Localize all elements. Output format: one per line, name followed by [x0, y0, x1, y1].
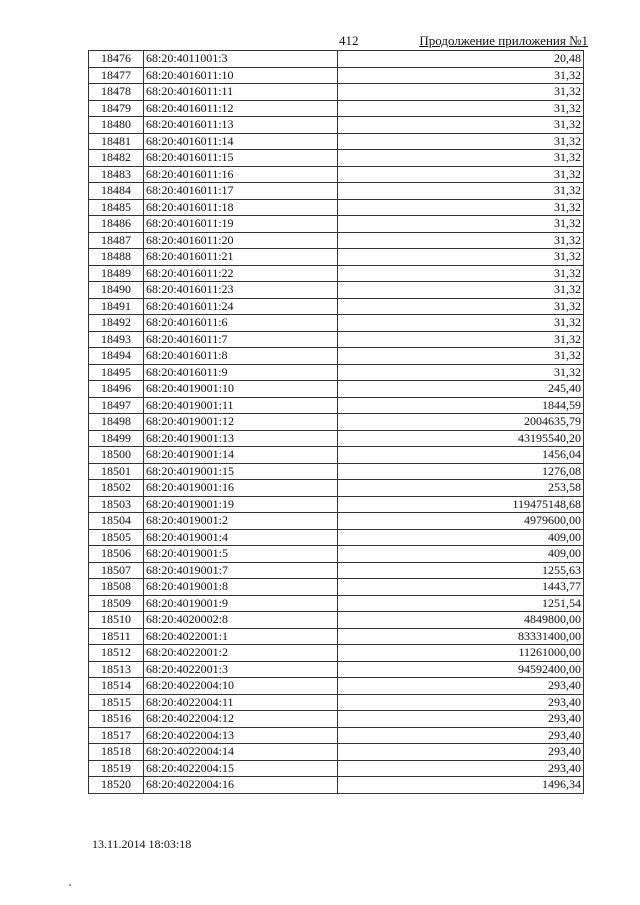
- row-number-cell: 18492: [89, 315, 144, 332]
- cadastral-number-cell: 68:20:4019001:16: [144, 480, 338, 497]
- cadastral-number-cell: 68:20:4019001:14: [144, 447, 338, 464]
- cadastral-number-cell: 68:20:4019001:13: [144, 430, 338, 447]
- row-number-cell: 18476: [89, 51, 144, 68]
- row-number-cell: 18515: [89, 694, 144, 711]
- table-row: [89, 133, 584, 150]
- value-cell: 31,32: [338, 84, 584, 101]
- table-row: [89, 678, 584, 695]
- row-number-cell: 18505: [89, 529, 144, 546]
- value-cell: 31,32: [338, 183, 584, 200]
- cadastral-number-cell: 68:20:4019001:19: [144, 496, 338, 513]
- cadastral-number-cell: 68:20:4011001:3: [144, 51, 338, 68]
- row-number-cell: 18508: [89, 579, 144, 596]
- row-number-cell: 18498: [89, 414, 144, 431]
- value-cell: 409,00: [338, 546, 584, 563]
- table-row: [89, 183, 584, 200]
- table-row: [89, 315, 584, 332]
- row-number-cell: 18512: [89, 645, 144, 662]
- row-number-cell: 18499: [89, 430, 144, 447]
- table-row: [89, 216, 584, 233]
- cadastral-number-cell: 68:20:4022004:11: [144, 694, 338, 711]
- cadastral-number-cell: 68:20:4019001:12: [144, 414, 338, 431]
- row-number-cell: 18504: [89, 513, 144, 530]
- value-cell: 31,32: [338, 364, 584, 381]
- cadastral-number-cell: 68:20:4016011:9: [144, 364, 338, 381]
- table-row: [89, 51, 584, 68]
- table-row: [89, 364, 584, 381]
- table-row: [89, 694, 584, 711]
- value-cell: 4849800,00: [338, 612, 584, 629]
- row-number-cell: 18517: [89, 727, 144, 744]
- cadastral-number-cell: 68:20:4019001:15: [144, 463, 338, 480]
- table-row: [89, 645, 584, 662]
- table-row: [89, 381, 584, 398]
- row-number-cell: 18484: [89, 183, 144, 200]
- table-row: [89, 546, 584, 563]
- row-number-cell: 18490: [89, 282, 144, 299]
- table-row: [89, 166, 584, 183]
- table-row: [89, 480, 584, 497]
- footer-timestamp: 13.11.2014 18:03:18: [92, 837, 192, 851]
- table-row: [89, 513, 584, 530]
- row-number-cell: 18477: [89, 67, 144, 84]
- cadastral-number-cell: 68:20:4019001:10: [144, 381, 338, 398]
- value-cell: 20,48: [338, 51, 584, 68]
- value-cell: 31,32: [338, 150, 584, 167]
- value-cell: 31,32: [338, 298, 584, 315]
- table-row: [89, 595, 584, 612]
- value-cell: 293,40: [338, 694, 584, 711]
- row-number-cell: 18491: [89, 298, 144, 315]
- table-row: [89, 298, 584, 315]
- row-number-cell: 18520: [89, 777, 144, 794]
- row-number-cell: 18495: [89, 364, 144, 381]
- value-cell: 1255,63: [338, 562, 584, 579]
- cadastral-number-cell: 68:20:4016011:20: [144, 232, 338, 249]
- table-row: [89, 414, 584, 431]
- cadastral-number-cell: 68:20:4019001:7: [144, 562, 338, 579]
- value-cell: 31,32: [338, 67, 584, 84]
- value-cell: 31,32: [338, 315, 584, 332]
- row-number-cell: 18511: [89, 628, 144, 645]
- table-row: [89, 117, 584, 134]
- value-cell: 31,32: [338, 249, 584, 266]
- value-cell: 119475148,68: [338, 496, 584, 513]
- row-number-cell: 18485: [89, 199, 144, 216]
- table-row: [89, 463, 584, 480]
- scan-speck: [69, 884, 71, 886]
- cadastral-number-cell: 68:20:4022004:10: [144, 678, 338, 695]
- cadastral-number-cell: 68:20:4022001:1: [144, 628, 338, 645]
- value-cell: 293,40: [338, 760, 584, 777]
- cadastral-number-cell: 68:20:4022004:14: [144, 744, 338, 761]
- row-number-cell: 18501: [89, 463, 144, 480]
- table-row: [89, 430, 584, 447]
- value-cell: 409,00: [338, 529, 584, 546]
- cadastral-number-cell: 68:20:4022001:2: [144, 645, 338, 662]
- value-cell: 31,32: [338, 117, 584, 134]
- table-row: [89, 562, 584, 579]
- value-cell: 31,32: [338, 216, 584, 233]
- value-cell: 31,32: [338, 166, 584, 183]
- row-number-cell: 18488: [89, 249, 144, 266]
- table-row: [89, 150, 584, 167]
- table-row: [89, 529, 584, 546]
- cadastral-number-cell: 68:20:4016011:11: [144, 84, 338, 101]
- cadastral-number-cell: 68:20:4022004:16: [144, 777, 338, 794]
- cadastral-number-cell: 68:20:4016011:12: [144, 100, 338, 117]
- row-number-cell: 18507: [89, 562, 144, 579]
- value-cell: 293,40: [338, 711, 584, 728]
- cadastral-number-cell: 68:20:4022004:15: [144, 760, 338, 777]
- cadastral-number-cell: 68:20:4016011:6: [144, 315, 338, 332]
- cadastral-number-cell: 68:20:4019001:8: [144, 579, 338, 596]
- value-cell: 31,32: [338, 133, 584, 150]
- value-cell: 83331400,00: [338, 628, 584, 645]
- table-body: [89, 51, 584, 794]
- row-number-cell: 18514: [89, 678, 144, 695]
- row-number-cell: 18502: [89, 480, 144, 497]
- value-cell: 293,40: [338, 744, 584, 761]
- table-row: [89, 331, 584, 348]
- table-row: [89, 711, 584, 728]
- table-row: [89, 67, 584, 84]
- cadastral-number-cell: 68:20:4016011:24: [144, 298, 338, 315]
- cadastral-number-cell: 68:20:4020002:8: [144, 612, 338, 629]
- table-row: [89, 496, 584, 513]
- row-number-cell: 18494: [89, 348, 144, 365]
- value-cell: 11261000,00: [338, 645, 584, 662]
- table-row: [89, 777, 584, 794]
- row-number-cell: 18509: [89, 595, 144, 612]
- row-number-cell: 18481: [89, 133, 144, 150]
- cadastral-number-cell: 68:20:4016011:14: [144, 133, 338, 150]
- table-row: [89, 760, 584, 777]
- row-number-cell: 18493: [89, 331, 144, 348]
- value-cell: 31,32: [338, 348, 584, 365]
- row-number-cell: 18496: [89, 381, 144, 398]
- row-number-cell: 18513: [89, 661, 144, 678]
- cadastral-number-cell: 68:20:4022004:12: [144, 711, 338, 728]
- table-row: [89, 84, 584, 101]
- value-cell: 1276,08: [338, 463, 584, 480]
- table-row: [89, 727, 584, 744]
- row-number-cell: 18489: [89, 265, 144, 282]
- cadastral-number-cell: 68:20:4022001:3: [144, 661, 338, 678]
- value-cell: 1844,59: [338, 397, 584, 414]
- cadastral-number-cell: 68:20:4016011:22: [144, 265, 338, 282]
- value-cell: 245,40: [338, 381, 584, 398]
- appendix-note: Продолжение приложения №1: [419, 33, 588, 48]
- cadastral-number-cell: 68:20:4016011:7: [144, 331, 338, 348]
- value-cell: 1251,54: [338, 595, 584, 612]
- row-number-cell: 18518: [89, 744, 144, 761]
- cadastral-number-cell: 68:20:4019001:9: [144, 595, 338, 612]
- table-row: [89, 100, 584, 117]
- row-number-cell: 18519: [89, 760, 144, 777]
- value-cell: 31,32: [338, 331, 584, 348]
- cadastral-number-cell: 68:20:4016011:8: [144, 348, 338, 365]
- cadastral-number-cell: 68:20:4019001:4: [144, 529, 338, 546]
- cadastral-number-cell: 68:20:4022004:13: [144, 727, 338, 744]
- value-cell: 4979600,00: [338, 513, 584, 530]
- cadastral-number-cell: 68:20:4019001:5: [144, 546, 338, 563]
- row-number-cell: 18506: [89, 546, 144, 563]
- value-cell: 31,32: [338, 232, 584, 249]
- row-number-cell: 18510: [89, 612, 144, 629]
- cadastral-number-cell: 68:20:4016011:19: [144, 216, 338, 233]
- page-header: [0, 33, 640, 49]
- table-row: [89, 661, 584, 678]
- row-number-cell: 18487: [89, 232, 144, 249]
- value-cell: 293,40: [338, 727, 584, 744]
- table-row: [89, 744, 584, 761]
- table-row: [89, 232, 584, 249]
- value-cell: 31,32: [338, 100, 584, 117]
- cadastral-number-cell: 68:20:4019001:11: [144, 397, 338, 414]
- page-number: 412: [339, 33, 359, 48]
- row-number-cell: 18483: [89, 166, 144, 183]
- row-number-cell: 18516: [89, 711, 144, 728]
- row-number-cell: 18497: [89, 397, 144, 414]
- table-row: [89, 282, 584, 299]
- cadastral-number-cell: 68:20:4016011:17: [144, 183, 338, 200]
- value-cell: 1456,04: [338, 447, 584, 464]
- cadastral-number-cell: 68:20:4016011:16: [144, 166, 338, 183]
- table-row: [89, 447, 584, 464]
- cadastral-number-cell: 68:20:4016011:21: [144, 249, 338, 266]
- value-cell: 43195540,20: [338, 430, 584, 447]
- cadastral-number-cell: 68:20:4016011:13: [144, 117, 338, 134]
- table-row: [89, 612, 584, 629]
- value-cell: 293,40: [338, 678, 584, 695]
- cadastral-number-cell: 68:20:4019001:2: [144, 513, 338, 530]
- table-row: [89, 579, 584, 596]
- table-row: [89, 397, 584, 414]
- value-cell: 1443,77: [338, 579, 584, 596]
- table-row: [89, 265, 584, 282]
- cadastral-number-cell: 68:20:4016011:15: [144, 150, 338, 167]
- row-number-cell: 18479: [89, 100, 144, 117]
- table-row: [89, 199, 584, 216]
- value-cell: 31,32: [338, 199, 584, 216]
- row-number-cell: 18478: [89, 84, 144, 101]
- cadastral-number-cell: 68:20:4016011:18: [144, 199, 338, 216]
- value-cell: 31,32: [338, 265, 584, 282]
- row-number-cell: 18486: [89, 216, 144, 233]
- value-cell: 31,32: [338, 282, 584, 299]
- value-cell: 94592400,00: [338, 661, 584, 678]
- row-number-cell: 18500: [89, 447, 144, 464]
- cadastral-table: [88, 50, 584, 794]
- cadastral-number-cell: 68:20:4016011:10: [144, 67, 338, 84]
- value-cell: 1496,34: [338, 777, 584, 794]
- table-row: [89, 348, 584, 365]
- value-cell: 2004635,79: [338, 414, 584, 431]
- cadastral-number-cell: 68:20:4016011:23: [144, 282, 338, 299]
- row-number-cell: 18503: [89, 496, 144, 513]
- row-number-cell: 18480: [89, 117, 144, 134]
- table-row: [89, 628, 584, 645]
- row-number-cell: 18482: [89, 150, 144, 167]
- table-row: [89, 249, 584, 266]
- value-cell: 253,58: [338, 480, 584, 497]
